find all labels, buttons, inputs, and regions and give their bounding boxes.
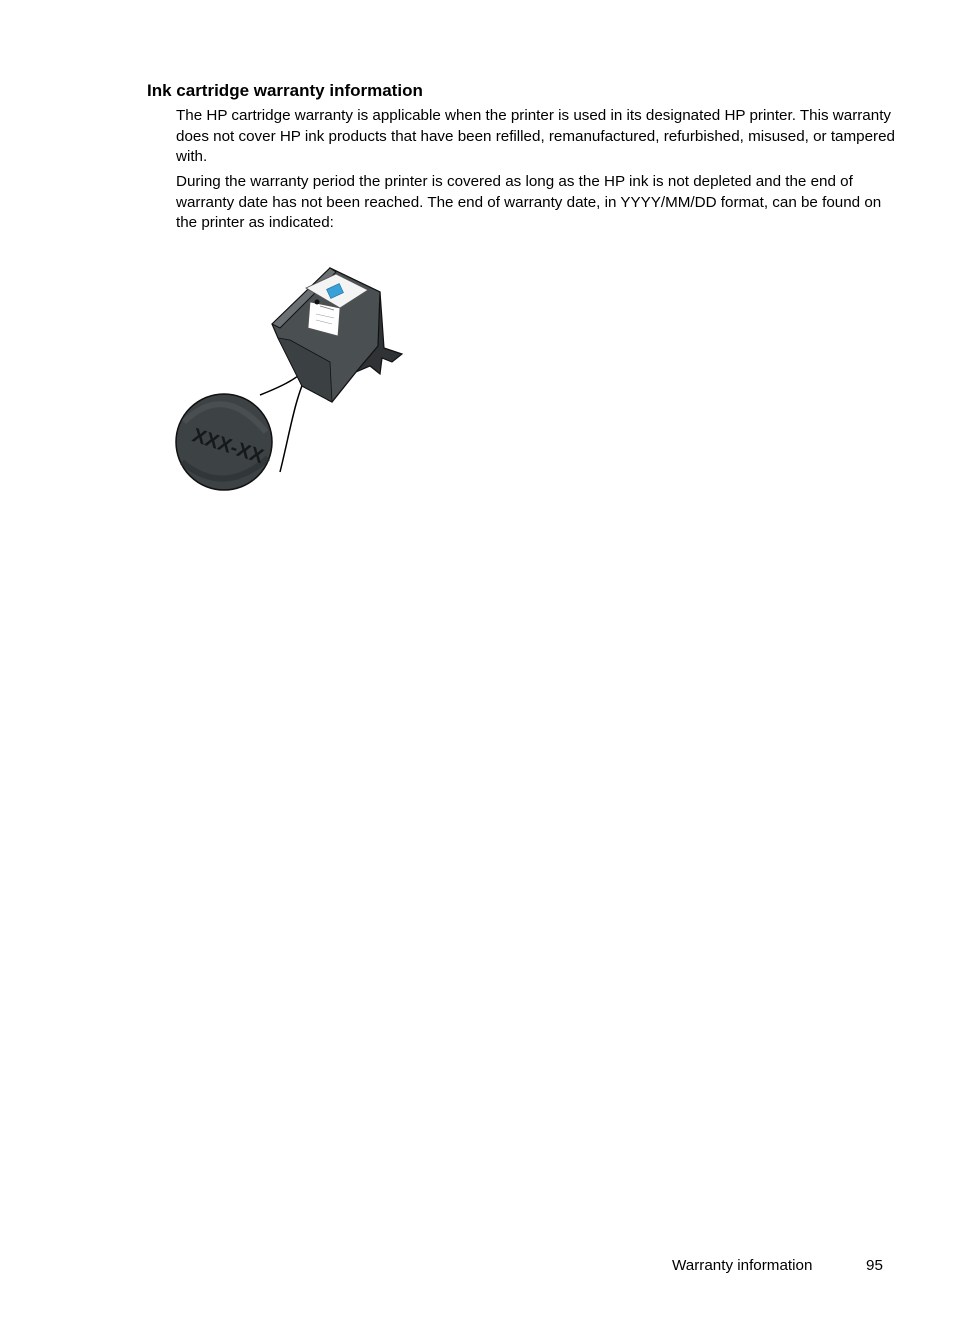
paragraph-warranty-date: During the warranty period the printer is covered as long as the HP ink is not depleted and the end of warranty date has not been reached. The end of warranty date, in YYYY/MM/DD format, can be found on the printer as indicated: [176, 173, 882, 231]
footer-section-title: Warranty information [672, 1257, 813, 1274]
footer-page-number: 95 [866, 1257, 883, 1274]
section-heading: Ink cartridge warranty information [147, 81, 423, 100]
cartridge-illustration [170, 262, 420, 502]
warranty-date-marking: XXX-XX [189, 424, 267, 469]
date-callout [176, 394, 272, 490]
cartridge-figure [170, 262, 420, 502]
paragraph-coverage: The HP cartridge warranty is applicable when the printer is used in its designated HP printer. This warranty does not cover HP ink products that have been refilled, remanufactured, refurbished, misused, or tampered with. [176, 107, 895, 165]
ink-cartridge [272, 268, 402, 402]
